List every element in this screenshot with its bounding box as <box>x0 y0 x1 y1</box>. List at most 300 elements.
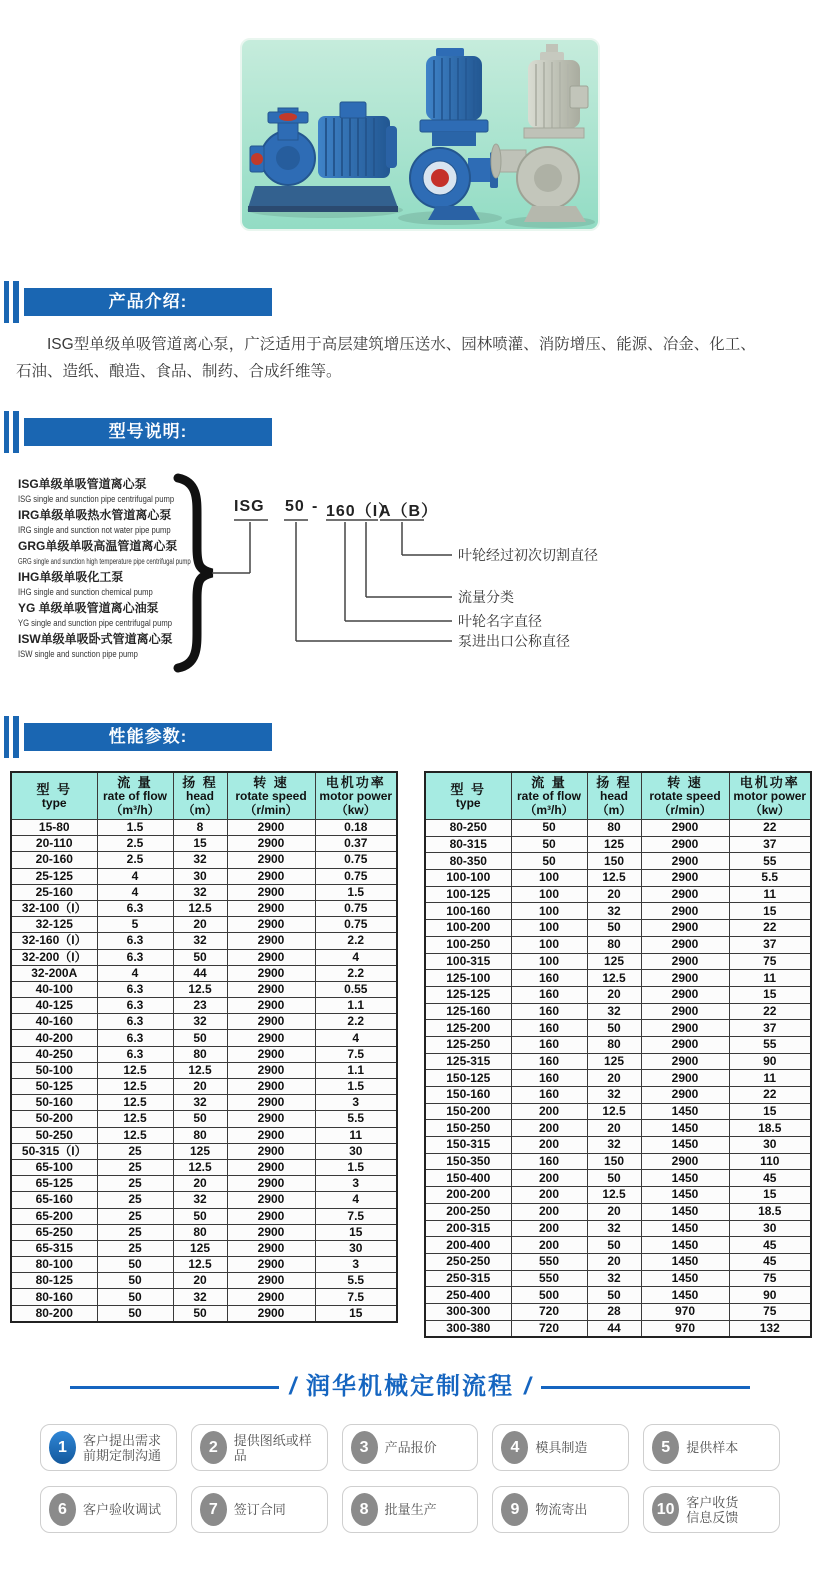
table-cell: 125 <box>587 953 641 970</box>
table-cell: 25-160 <box>11 884 97 900</box>
diagram-label: 叶轮名字直径 <box>458 613 542 629</box>
table-cell: 2.2 <box>315 1014 397 1030</box>
table-cell: 50 <box>587 1237 641 1254</box>
table-cell: 12.5 <box>97 1111 173 1127</box>
table-cell: 2900 <box>641 1020 729 1037</box>
table-row <box>11 998 397 1014</box>
table-cell: 20 <box>587 886 641 903</box>
table-cell: 5.5 <box>729 870 811 887</box>
table-row <box>425 1137 811 1154</box>
header-cn: 流 量 <box>117 775 153 790</box>
table-cell: 80 <box>173 1224 227 1240</box>
table-cell: 100 <box>511 920 587 937</box>
header-cn: 型 号 <box>450 782 487 797</box>
header-en: type <box>455 796 481 810</box>
table-cell: 32-125 <box>11 917 97 933</box>
table-row <box>425 1170 811 1187</box>
table-cell: 30 <box>315 1240 397 1256</box>
table-row <box>11 868 397 884</box>
table-cell: 2900 <box>641 936 729 953</box>
table-cell: 6.3 <box>97 933 173 949</box>
step-label: 客户验收调试 <box>83 1502 162 1517</box>
diagram-label: 流量分类 <box>458 589 514 605</box>
table-cell: 50 <box>587 1287 641 1304</box>
table-cell: 32-200A <box>11 965 97 981</box>
table-cell: 2900 <box>641 970 729 987</box>
header-cn: 转 速 <box>253 775 289 790</box>
table-cell: 200 <box>511 1237 587 1254</box>
table-cell: 32-200（I） <box>11 949 97 965</box>
table-cell: 50 <box>97 1305 173 1322</box>
table-cell: 2.2 <box>315 933 397 949</box>
table-cell: 40-125 <box>11 998 97 1014</box>
table-cell: 50 <box>511 820 587 837</box>
table-row <box>11 1192 397 1208</box>
pump-type-en: ISG single and sunction pipe centrifugal pump <box>18 494 175 504</box>
performance-table-left <box>10 771 398 1323</box>
table-cell: 150-250 <box>425 1120 511 1137</box>
table-column-header <box>227 772 315 820</box>
table-column-header <box>511 772 587 820</box>
table-cell: 50 <box>587 920 641 937</box>
table-cell: 20 <box>587 1120 641 1137</box>
table-cell: 15 <box>729 903 811 920</box>
table-cell: 15 <box>315 1305 397 1322</box>
table-row <box>11 1014 397 1030</box>
step-label: 提供图纸或样 品 <box>233 1432 312 1463</box>
table-cell: 4 <box>97 868 173 884</box>
divider-line <box>541 1386 750 1389</box>
table-cell: 200-200 <box>425 1187 511 1204</box>
table-cell: 80-200 <box>11 1305 97 1322</box>
table-cell: 2900 <box>227 1305 315 1322</box>
table-cell: 80 <box>173 1127 227 1143</box>
table-cell: 200 <box>511 1220 587 1237</box>
table-cell: 75 <box>729 953 811 970</box>
table-cell: 100 <box>511 870 587 887</box>
table-cell: 100-100 <box>425 870 511 887</box>
table-row <box>11 1111 397 1127</box>
table-cell: 6.3 <box>97 1030 173 1046</box>
table-row <box>425 1103 811 1120</box>
table-cell: 150-200 <box>425 1103 511 1120</box>
table-cell: 32 <box>587 1003 641 1020</box>
table-cell: 150-350 <box>425 1153 511 1170</box>
table-cell: 22 <box>729 1087 811 1104</box>
table-cell: 45 <box>729 1253 811 1270</box>
table-cell: 28 <box>587 1303 641 1320</box>
table-cell: 100 <box>511 903 587 920</box>
section-header-params <box>0 716 300 762</box>
table-cell: 20 <box>587 1253 641 1270</box>
table-cell: 1.5 <box>315 1079 397 1095</box>
process-step <box>643 1486 780 1533</box>
table-cell: 160 <box>511 1087 587 1104</box>
table-cell: 1450 <box>641 1137 729 1154</box>
table-cell: 4 <box>315 1192 397 1208</box>
table-cell: 2900 <box>641 1036 729 1053</box>
table-cell: 12.5 <box>587 870 641 887</box>
table-cell: 300-300 <box>425 1303 511 1320</box>
step-label: 提供样本 <box>686 1440 739 1455</box>
header-cn: 扬 程 <box>182 775 218 790</box>
table-cell: 12.5 <box>97 1079 173 1095</box>
table-cell: 50 <box>173 1305 227 1322</box>
table-cell: 1450 <box>641 1253 729 1270</box>
table-cell: 44 <box>587 1320 641 1337</box>
table-cell: 50 <box>587 1170 641 1187</box>
slash-decoration: / <box>289 1373 296 1400</box>
table-row <box>11 1176 397 1192</box>
table-cell: 50 <box>173 1111 227 1127</box>
table-cell: 50 <box>511 853 587 870</box>
table-cell: 2900 <box>227 1192 315 1208</box>
pump-type-cn: IRG单级单吸热水管道离心泵 <box>18 508 172 522</box>
header-unit: （r/min） <box>658 803 712 817</box>
table-cell: 100-125 <box>425 886 511 903</box>
table-cell: 50 <box>173 1208 227 1224</box>
performance-table-right <box>424 771 812 1338</box>
table-cell: 25 <box>97 1224 173 1240</box>
table-cell: 250-250 <box>425 1253 511 1270</box>
table-cell: 6.3 <box>97 1014 173 1030</box>
table-cell: 18.5 <box>729 1120 811 1137</box>
table-cell: 2900 <box>641 870 729 887</box>
table-cell: 15 <box>729 1103 811 1120</box>
table-cell: 150-400 <box>425 1170 511 1187</box>
process-steps <box>40 1424 780 1533</box>
table-cell: 65-315 <box>11 1240 97 1256</box>
table-row <box>11 1079 397 1095</box>
table-cell: 2900 <box>227 933 315 949</box>
table-cell: 65-160 <box>11 1192 97 1208</box>
table-cell: 1450 <box>641 1203 729 1220</box>
table-column-header <box>173 772 227 820</box>
table-cell: 125-250 <box>425 1036 511 1053</box>
table-cell: 100-200 <box>425 920 511 937</box>
table-cell: 7.5 <box>315 1208 397 1224</box>
table-row <box>425 1220 811 1237</box>
table-cell: 75 <box>729 1303 811 1320</box>
table-cell: 2900 <box>641 920 729 937</box>
table-cell: 1450 <box>641 1103 729 1120</box>
table-cell: 160 <box>511 1053 587 1070</box>
table-cell: 12.5 <box>173 900 227 916</box>
section-title: 性能参数: <box>24 723 272 751</box>
table-cell: 150-315 <box>425 1137 511 1154</box>
table-cell: 7.5 <box>315 1289 397 1305</box>
process-step <box>342 1424 479 1471</box>
table-cell: 160 <box>511 1153 587 1170</box>
process-step <box>191 1424 328 1471</box>
table-row <box>425 870 811 887</box>
table-cell: 200 <box>511 1187 587 1204</box>
section-title: 产品介绍: <box>24 288 272 316</box>
table-cell: 1450 <box>641 1187 729 1204</box>
table-cell: 160 <box>511 970 587 987</box>
pumps-illustration <box>240 38 600 231</box>
table-cell: 37 <box>729 1020 811 1037</box>
table-cell: 550 <box>511 1253 587 1270</box>
table-cell: 2900 <box>227 1079 315 1095</box>
table-cell: 1450 <box>641 1287 729 1304</box>
table-cell: 18.5 <box>729 1203 811 1220</box>
table-cell: 15 <box>173 836 227 852</box>
table-cell: 80 <box>587 1036 641 1053</box>
table-row <box>11 1208 397 1224</box>
table-cell: 50-200 <box>11 1111 97 1127</box>
table-cell: 80-350 <box>425 853 511 870</box>
table-cell: 50 <box>97 1273 173 1289</box>
table-cell: 125-160 <box>425 1003 511 1020</box>
table-cell: 32-160（I） <box>11 933 97 949</box>
table-cell: 2900 <box>227 836 315 852</box>
table-cell: 200 <box>511 1170 587 1187</box>
table-cell: 32-100（I） <box>11 900 97 916</box>
table-row <box>11 884 397 900</box>
table-cell: 150 <box>587 853 641 870</box>
section-title: 型号说明: <box>24 418 272 446</box>
table-cell: 12.5 <box>97 1095 173 1111</box>
table-row <box>425 1187 811 1204</box>
step-label: 物流寄出 <box>535 1502 588 1517</box>
table-row <box>425 936 811 953</box>
table-cell: 32 <box>587 1270 641 1287</box>
table-cell: 125-315 <box>425 1053 511 1070</box>
table-cell: 100 <box>511 953 587 970</box>
header-cn: 流 量 <box>531 775 567 790</box>
table-cell: 37 <box>729 936 811 953</box>
table-cell: 6.3 <box>97 949 173 965</box>
table-cell: 2.2 <box>315 965 397 981</box>
table-row <box>425 820 811 837</box>
table-cell: 550 <box>511 1270 587 1287</box>
table-cell: 15-80 <box>11 820 97 836</box>
table-cell: 22 <box>729 1003 811 1020</box>
table-cell: 12.5 <box>173 1062 227 1078</box>
table-cell: 23 <box>173 998 227 1014</box>
table-cell: 2900 <box>227 852 315 868</box>
table-cell: 20 <box>587 1203 641 1220</box>
step-number-badge: 4 <box>501 1431 528 1464</box>
table-cell: 200 <box>511 1203 587 1220</box>
table-row <box>11 1273 397 1289</box>
table-cell: 12.5 <box>173 1257 227 1273</box>
table-cell: 1.1 <box>315 1062 397 1078</box>
table-cell: 1450 <box>641 1237 729 1254</box>
header-stripe <box>13 716 19 758</box>
step-number-badge: 2 <box>200 1431 227 1464</box>
table-cell: 65-250 <box>11 1224 97 1240</box>
table-cell: 40-160 <box>11 1014 97 1030</box>
table-cell: 50 <box>97 1257 173 1273</box>
header-stripe <box>4 281 9 323</box>
header-unit: （m³/h） <box>524 803 574 817</box>
table-cell: 2900 <box>227 1240 315 1256</box>
table-cell: 200-400 <box>425 1237 511 1254</box>
table-cell: 50-250 <box>11 1127 97 1143</box>
table-cell: 125-125 <box>425 986 511 1003</box>
table-column-header <box>587 772 641 820</box>
table-cell: 1.5 <box>315 1159 397 1175</box>
step-label: 客户收货 信息反馈 <box>686 1494 739 1525</box>
table-cell: 2900 <box>227 949 315 965</box>
product-photo <box>240 38 600 231</box>
table-row <box>425 853 811 870</box>
section-header-model <box>0 411 300 457</box>
process-step <box>643 1424 780 1471</box>
step-label: 产品报价 <box>384 1440 437 1455</box>
divider-line <box>70 1386 279 1389</box>
table-cell: 200 <box>511 1103 587 1120</box>
table-row <box>425 920 811 937</box>
step-label: 批量生产 <box>384 1502 437 1517</box>
diagram-label: 泵进出口公称直径 <box>458 633 570 649</box>
table-row <box>425 953 811 970</box>
table-cell: 20 <box>587 986 641 1003</box>
table-cell: 100-160 <box>425 903 511 920</box>
horizontal-pump <box>248 102 398 212</box>
table-cell: 65-200 <box>11 1208 97 1224</box>
table-cell: 2900 <box>227 1208 315 1224</box>
table-row <box>11 1030 397 1046</box>
slash-decoration: / <box>524 1373 531 1400</box>
table-cell: 50 <box>173 949 227 965</box>
header-unit: （m³/h） <box>110 803 160 817</box>
table-cell: 2900 <box>227 868 315 884</box>
table-cell: 40-100 <box>11 981 97 997</box>
table-row <box>425 1087 811 1104</box>
table-cell: 11 <box>315 1127 397 1143</box>
table-cell: 32 <box>173 852 227 868</box>
table-cell: 12.5 <box>173 981 227 997</box>
pump-type-en: ISW single and sunction pipe pump <box>18 649 138 659</box>
table-cell: 32 <box>173 1014 227 1030</box>
table-cell: 22 <box>729 820 811 837</box>
table-cell: 50-160 <box>11 1095 97 1111</box>
table-row <box>11 1224 397 1240</box>
table-row <box>11 1095 397 1111</box>
table-row <box>11 917 397 933</box>
table-cell: 2900 <box>227 1159 315 1175</box>
table-cell: 4 <box>315 1030 397 1046</box>
header-cn: 电机功率 <box>325 775 386 790</box>
table-cell: 125 <box>173 1240 227 1256</box>
table-cell: 40-200 <box>11 1030 97 1046</box>
table-cell: 200-250 <box>425 1203 511 1220</box>
process-step <box>492 1486 629 1533</box>
table-cell: 25 <box>97 1192 173 1208</box>
header-stripe <box>13 281 19 323</box>
table-cell: 720 <box>511 1303 587 1320</box>
table-cell: 2900 <box>641 836 729 853</box>
step-number-badge: 7 <box>200 1493 227 1526</box>
table-cell: 90 <box>729 1053 811 1070</box>
header-unit: （r/min） <box>244 803 298 817</box>
table-cell: 0.75 <box>315 900 397 916</box>
table-cell: 0.37 <box>315 836 397 852</box>
table-cell: 44 <box>173 965 227 981</box>
pump-type-list <box>18 476 218 662</box>
table-row <box>11 949 397 965</box>
header-cn: 型 号 <box>36 782 73 797</box>
table-cell: 80-125 <box>11 1273 97 1289</box>
table-cell: 25 <box>97 1143 173 1159</box>
table-cell: 2900 <box>227 1014 315 1030</box>
table-cell: 250-315 <box>425 1270 511 1287</box>
pump-type-en: IRG single and sunction not water pipe pump <box>18 525 171 535</box>
table-cell: 32 <box>587 1137 641 1154</box>
pump-type-cn: YG 单级单吸管道离心油泵 <box>18 601 159 615</box>
table-cell: 100 <box>511 936 587 953</box>
table-cell: 125-100 <box>425 970 511 987</box>
table-cell: 2900 <box>227 900 315 916</box>
table-cell: 12.5 <box>587 1187 641 1204</box>
table-cell: 132 <box>729 1320 811 1337</box>
table-cell: 1450 <box>641 1170 729 1187</box>
table-cell: 1450 <box>641 1120 729 1137</box>
header-en: head <box>185 789 214 803</box>
table-cell: 2900 <box>227 1143 315 1159</box>
table-cell: 200 <box>511 1120 587 1137</box>
table-cell: 50 <box>587 1020 641 1037</box>
table-row <box>11 933 397 949</box>
table-row <box>11 981 397 997</box>
table-cell: 2900 <box>227 1224 315 1240</box>
header-unit: （m） <box>596 803 632 817</box>
table-cell: 970 <box>641 1320 729 1337</box>
process-step <box>342 1486 479 1533</box>
table-cell: 40-250 <box>11 1046 97 1062</box>
table-cell: 2900 <box>227 1062 315 1078</box>
table-row <box>425 1237 811 1254</box>
table-cell: 300-380 <box>425 1320 511 1337</box>
table-cell: 970 <box>641 1303 729 1320</box>
table-cell: 20 <box>173 1079 227 1095</box>
table-cell: 7.5 <box>315 1046 397 1062</box>
table-cell: 80-250 <box>425 820 511 837</box>
step-number-badge: 8 <box>351 1493 378 1526</box>
table-cell: 0.55 <box>315 981 397 997</box>
table-row <box>425 1253 811 1270</box>
process-step <box>40 1424 177 1471</box>
table-cell: 25-125 <box>11 868 97 884</box>
pump-type-cn: GRG单级单吸高温管道离心泵 <box>18 539 178 553</box>
header-cn: 转 速 <box>667 775 703 790</box>
model-code-impeller: 160（I） <box>326 503 396 520</box>
table-cell: 12.5 <box>587 970 641 987</box>
table-cell: 4 <box>97 965 173 981</box>
table-cell: 50 <box>173 1030 227 1046</box>
table-header-row <box>425 772 811 820</box>
table-cell: 3 <box>315 1257 397 1273</box>
table-cell: 55 <box>729 853 811 870</box>
table-cell: 100-250 <box>425 936 511 953</box>
table-cell: 55 <box>729 1036 811 1053</box>
step-label: 客户提出需求 前期定制沟通 <box>83 1432 162 1463</box>
table-row <box>11 1257 397 1273</box>
table-cell: 100 <box>511 886 587 903</box>
table-row <box>425 836 811 853</box>
table-cell: 5.5 <box>315 1111 397 1127</box>
table-cell: 32 <box>587 1220 641 1237</box>
table-cell: 2900 <box>641 986 729 1003</box>
table-cell: 22 <box>729 920 811 937</box>
table-cell: 12.5 <box>97 1062 173 1078</box>
table-cell: 200-315 <box>425 1220 511 1237</box>
table-cell: 2900 <box>227 1176 315 1192</box>
table-cell: 20 <box>173 1273 227 1289</box>
